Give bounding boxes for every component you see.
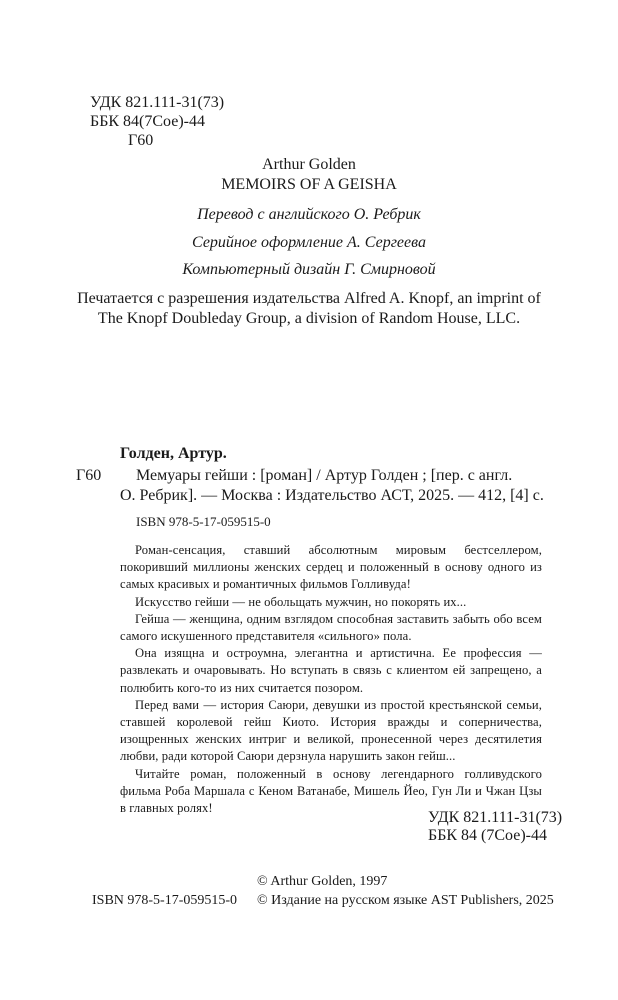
- udk-code: УДК 821.111-31(73): [90, 94, 225, 111]
- annotation-paragraph: Перед вами — история Саюри, девушки из простой крестьянской семьи, ставшей королевой гейш Киото. История вражды и соперничества, изощренных женских интриг и великой, пронесенной через десятилетия любви, ради которой Саюри дерзнула нарушить закон гейш...: [120, 697, 542, 764]
- annotation: [120, 542, 542, 817]
- catalog-bbk: ББК 84 (7Сое)-44: [428, 827, 547, 844]
- permission-line-1: Печатается с разрешения издательства Alfred A. Knopf, an imprint of: [77, 290, 541, 307]
- annotation-paragraph: Искусство гейши — не обольщать мужчин, но покорять их...: [135, 594, 467, 609]
- copyright-line-1: © Arthur Golden, 1997: [257, 874, 388, 889]
- catalog-author-heading: Голден, Артур.: [120, 445, 227, 462]
- credit-computer-design: Компьютерный дизайн Г. Смирновой: [182, 261, 436, 278]
- original-title: MEMOIRS OF A GEISHA: [221, 176, 397, 193]
- catalog-description-line-2: О. Ребрик]. — Москва : Издательство АСТ, 2025. — 412, [4] с.: [120, 487, 544, 504]
- annotation-paragraph: Гейша — женщина, одним взглядом способная заставить забыть обо всем самого искушенного представителя «сильного» пола.: [120, 611, 542, 644]
- catalog-mark: Г60: [76, 467, 102, 484]
- permission-line-2: The Knopf Doubleday Group, a division of Random House, LLC.: [97, 310, 521, 327]
- catalog-udk: УДК 821.111-31(73): [428, 809, 563, 826]
- annotation-paragraph: Она изящна и остроумна, элегантна и артистична. Ее профессия — развлекать и очаровывать. Но вступать в связь с клиентом ей запрещено, а полюбить кого-то из них считается позором.: [120, 646, 542, 695]
- catalog-description-line-1: Мемуары гейши : [роман] / Артур Голден ; [пер. с англ.: [136, 467, 513, 484]
- annotation-paragraph: Читайте роман, положенный в основу легендарного голливудского фильма Роба Маршала с Кеном Ватанабе, Мишель Йео, Гун Ли и Чжан Цзы в главных ролях!: [120, 766, 542, 816]
- copyright-isbn: ISBN 978-5-17-059515-0: [92, 893, 238, 908]
- author-mark: Г60: [128, 132, 154, 149]
- annotation-paragraph: Роман-сенсация, ставший абсолютным мировым бестселлером, покоривший миллионы женских сердец и положенный в основу одного из самых красивых и романтичных фильмов Голливуда!: [120, 543, 542, 592]
- copyright-line-2: © Издание на русском языке AST Publishers, 2025: [257, 893, 554, 908]
- credit-series-design: Серийное оформление А. Сергеева: [192, 234, 426, 251]
- original-author: Arthur Golden: [262, 156, 356, 173]
- bbk-code: ББК 84(7Сое)-44: [90, 113, 205, 130]
- credit-translation: Перевод с английского О. Ребрик: [197, 206, 421, 223]
- catalog-isbn: ISBN 978-5-17-059515-0: [136, 514, 271, 529]
